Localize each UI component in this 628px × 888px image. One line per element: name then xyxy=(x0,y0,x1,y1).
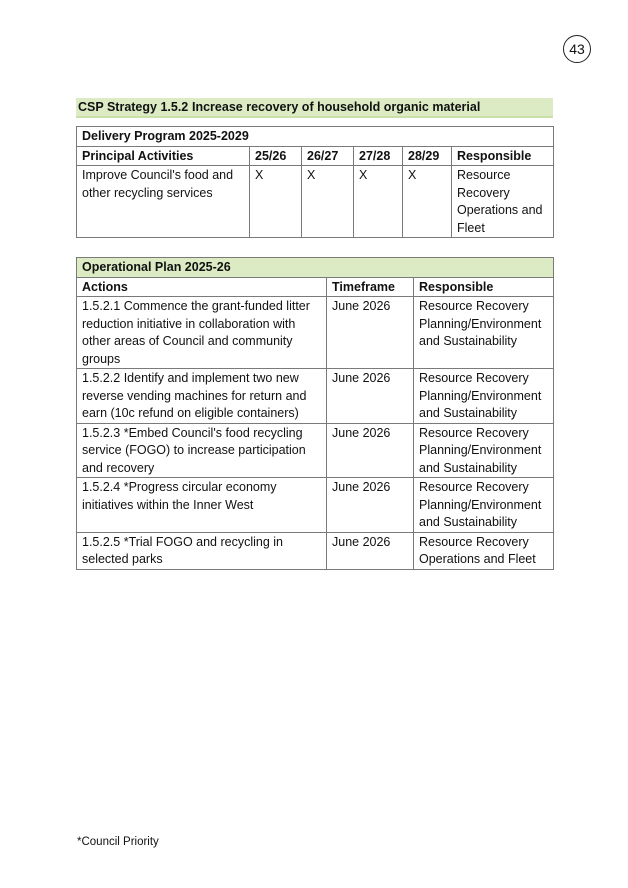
year-mark-cell: X xyxy=(403,166,452,238)
column-header: Timeframe xyxy=(327,277,414,297)
column-header: Responsible xyxy=(452,146,554,166)
timeframe-cell: June 2026 xyxy=(327,532,414,569)
responsible-cell: Resource Recovery Operations and Fleet xyxy=(452,166,554,238)
timeframe-cell: June 2026 xyxy=(327,369,414,424)
delivery-program-table xyxy=(76,126,554,238)
table-row xyxy=(77,297,554,369)
strategy-heading xyxy=(76,98,553,118)
action-cell: 1.5.2.4 *Progress circular economy initiatives within the Inner West xyxy=(77,478,327,533)
table-row xyxy=(77,423,554,478)
table-row xyxy=(77,369,554,424)
year-mark-cell: X xyxy=(302,166,354,238)
column-header: 27/28 xyxy=(354,146,403,166)
action-cell: 1.5.2.2 Identify and implement two new reverse vending machines for return and earn (10c refund on eligible containers) xyxy=(77,369,327,424)
activity-cell: Improve Council's food and other recycling services xyxy=(77,166,250,238)
responsible-cell: Resource Recovery Planning/Environment and Sustainability xyxy=(414,369,554,424)
operational-plan-heading: Operational Plan 2025-26 xyxy=(77,258,554,278)
delivery-program-heading: Delivery Program 2025-2029 xyxy=(77,127,554,147)
table-row xyxy=(77,532,554,569)
column-header: Principal Activities xyxy=(77,146,250,166)
column-header: 26/27 xyxy=(302,146,354,166)
action-cell: 1.5.2.5 *Trial FOGO and recycling in selected parks xyxy=(77,532,327,569)
column-header: Responsible xyxy=(414,277,554,297)
timeframe-cell: June 2026 xyxy=(327,423,414,478)
table-row xyxy=(77,478,554,533)
footnote: *Council Priority xyxy=(77,836,159,848)
responsible-cell: Resource Recovery Planning/Environment and Sustainability xyxy=(414,478,554,533)
column-header: Actions xyxy=(77,277,327,297)
strategy-title: Increase recovery of household organic material xyxy=(192,100,481,114)
strategy-code: CSP Strategy 1.5.2 xyxy=(78,100,189,114)
table-row xyxy=(77,166,554,238)
timeframe-cell: June 2026 xyxy=(327,478,414,533)
action-cell: 1.5.2.3 *Embed Council's food recycling service (FOGO) to increase participation and recovery xyxy=(77,423,327,478)
year-mark-cell: X xyxy=(250,166,302,238)
action-cell: 1.5.2.1 Commence the grant-funded litter reduction initiative in collaboration with other areas of Council and community groups xyxy=(77,297,327,369)
column-header: 25/26 xyxy=(250,146,302,166)
operational-plan-table xyxy=(76,257,554,570)
page-number: 43 xyxy=(563,35,591,63)
responsible-cell: Resource Recovery Planning/Environment and Sustainability xyxy=(414,423,554,478)
timeframe-cell: June 2026 xyxy=(327,297,414,369)
responsible-cell: Resource Recovery Planning/Environment and Sustainability xyxy=(414,297,554,369)
column-header: 28/29 xyxy=(403,146,452,166)
year-mark-cell: X xyxy=(354,166,403,238)
responsible-cell: Resource Recovery Operations and Fleet xyxy=(414,532,554,569)
